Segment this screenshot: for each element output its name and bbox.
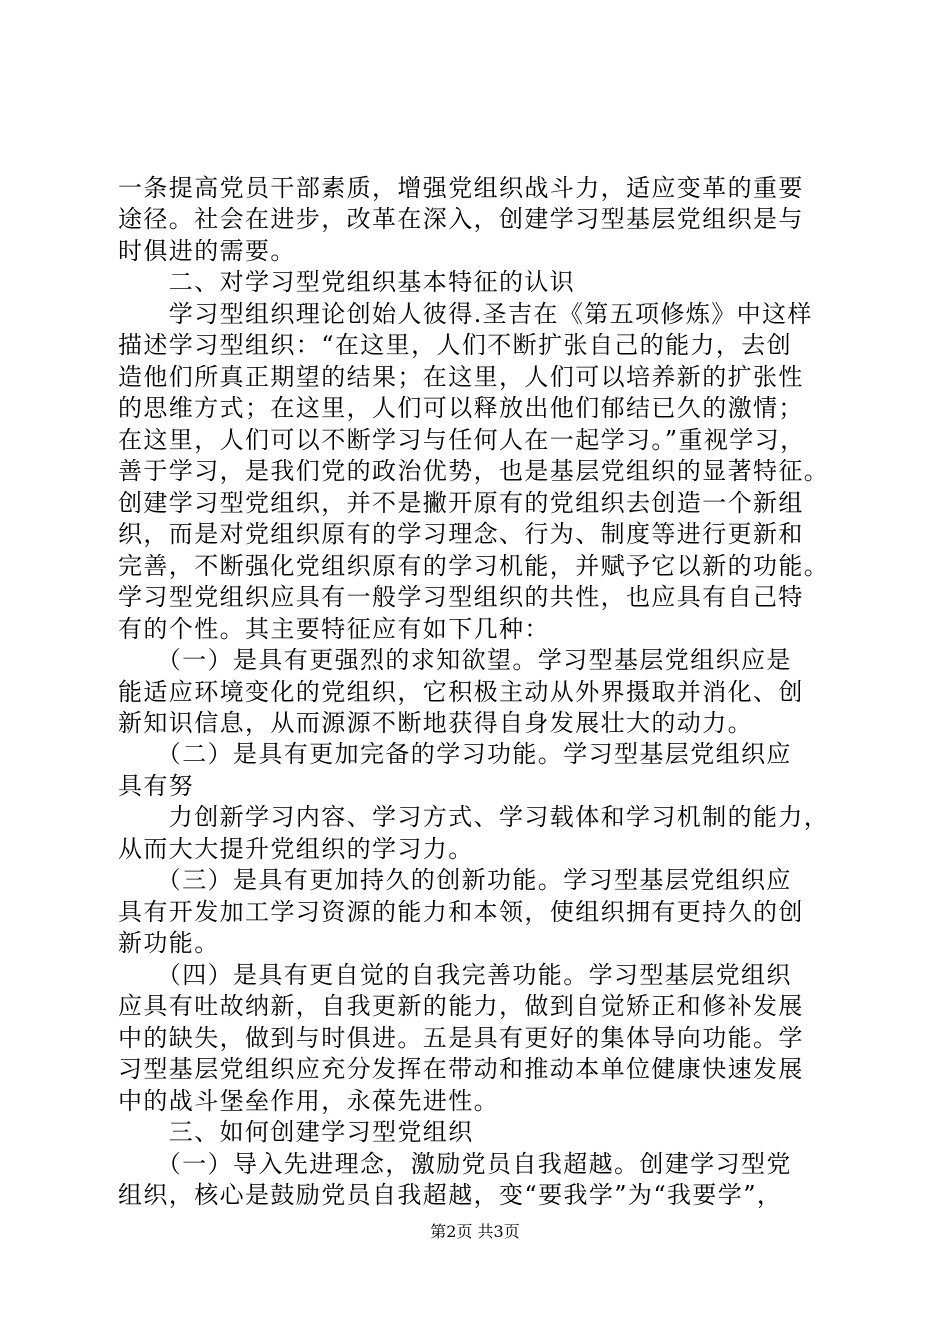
text-line: （三）是具有更加持久的创新功能。学习型基层党组织应 [118,866,792,894]
text-line: （一）是具有更强烈的求知欲望。学习型基层党组织应是 [118,646,792,674]
text-line: 从而大大提升党组织的学习力。 [118,835,474,863]
section-heading: 三、如何创建学习型党组织 [118,1118,474,1146]
text-line: 有的个性。其主要特征应有如下几种： [118,615,550,643]
text-line: 新知识信息，从而源源不断地获得自身发展壮大的动力。 [118,709,753,737]
section-heading: 二、对学习型党组织基本特征的认识 [118,268,576,296]
text-line: 善于学习，是我们党的政治优势，也是基层党组织的显著特征。 [118,457,830,485]
text-line: 一条提高党员干部素质，增强党组织战斗力，适应变革的重要 [118,174,804,202]
text-line: （二）是具有更加完备的学习功能。学习型基层党组织应 [118,740,792,768]
text-line: 完善，不断强化党组织原有的学习机能，并赋予它以新的功能。 [118,552,830,580]
text-line: （四）是具有更自觉的自我完善功能。学习型基层党组织 [118,961,792,989]
text-line: 创建学习型党组织，并不是撇开原有的党组织去创造一个新组 [118,489,804,517]
text-line: 在这里，人们可以不断学习与任何人在一起学习。”重视学习， [118,426,806,454]
text-line: 具有努 [118,772,195,800]
text-line: 学习型党组织应具有一般学习型组织的共性，也应具有自己特 [118,583,804,611]
text-line: 织，而是对党组织原有的学习理念、行为、制度等进行更新和 [118,520,804,548]
text-line: 力创新学习内容、学习方式、学习载体和学习机制的能力， [118,803,830,831]
text-line: 造他们所真正期望的结果；在这里，人们可以培养新的扩张性 [118,363,804,391]
text-line: 途径。社会在进步，改革在深入，创建学习型基层党组织是与 [118,205,804,233]
text-line: 能适应环境变化的党组织，它积极主动从外界摄取并消化、创 [118,678,804,706]
text-line: 中的缺失，做到与时俱进。五是具有更好的集体导向功能。学 [118,1024,804,1052]
text-line: （一）导入先进理念，激励党员自我超越。创建学习型党 [118,1150,792,1178]
text-line: 具有开发加工学习资源的能力和本领，使组织拥有更持久的创 [118,898,804,926]
text-line: 描述学习型组织：“在这里，人们不断扩张自己的能力，去创 [118,331,793,359]
text-line: 的思维方式；在这里，人们可以释放出他们郁结已久的激情； [118,394,804,422]
text-line: 中的战斗堡垒作用，永葆先进性。 [118,1087,499,1115]
page-number-footer: 第2页 共3页 [430,1222,520,1241]
text-line: 习型基层党组织应充分发挥在带动和推动本单位健康快速发展 [118,1055,804,1083]
text-line: 应具有吐故纳新，自我更新的能力，做到自觉矫正和修补发展 [118,992,804,1020]
text-line: 新功能。 [118,929,220,957]
text-line: 时俱进的需要。 [118,237,296,265]
text-line: 学习型组织理论创始人彼得.圣吉在《第五项修炼》中这样 [118,300,813,328]
text-line: 组织，核心是鼓励党员自我超越，变“要我学”为“我要学”， [118,1181,783,1209]
